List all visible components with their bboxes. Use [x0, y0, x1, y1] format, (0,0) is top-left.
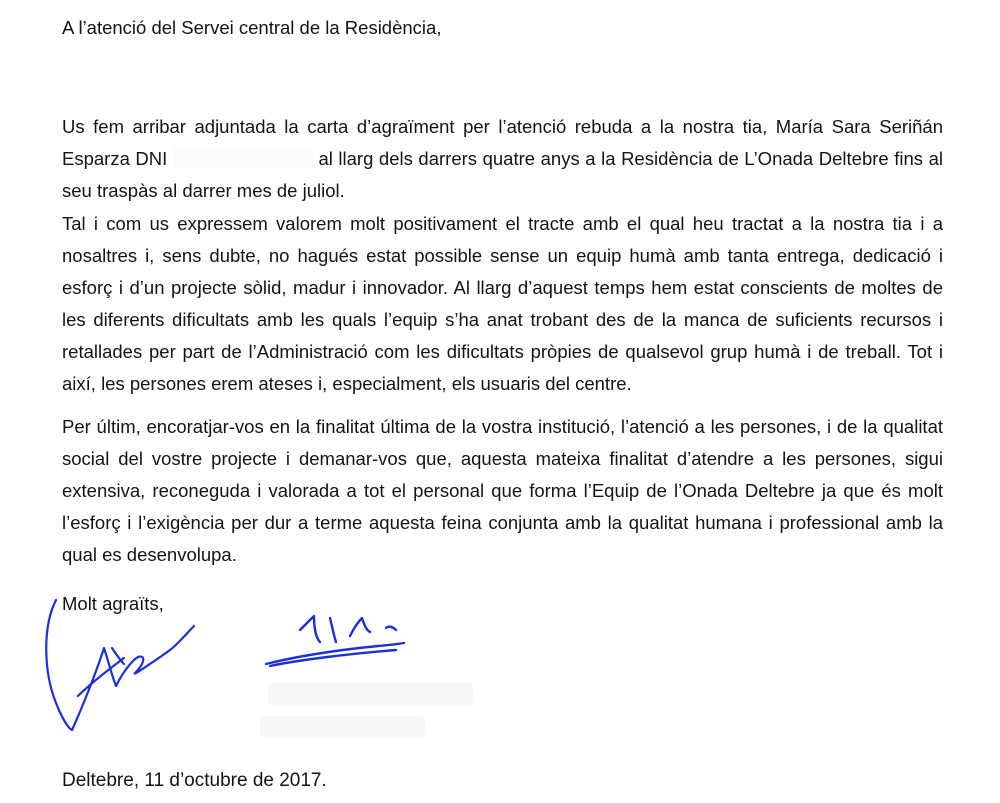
redacted-name-line-2 — [260, 716, 425, 738]
paragraph-1-text-end: al llarg dels darrers quatre anys a la Residència de L’Onada Deltebre fins al seu traspàs al darrer mes de juliol. — [62, 148, 944, 201]
redacted-name-line-1 — [268, 682, 473, 706]
signature-1 — [38, 588, 208, 738]
signature-2 — [258, 606, 418, 676]
salutation: A l’atenció del Servei central de la Residència, — [62, 17, 442, 38]
paragraph-3: Per últim, encoratjar-vos en la finalitat última de la vostra institució, l’atenció a les persones, i de la qualitat social del vostre projecte i demanar-vos que, aquesta mateixa finalitat d’atendre a les persones, sigui extensiva, reconeguda i valorada a tot el personal que forma l’Equip de l’Onada Deltebre ja que és molt l’esforç i l’exigència per dur a terme aquesta feina conjunta amb la qualitat humana i professional amb la qual es desenvolupa. — [62, 416, 943, 565]
paragraph-2: Tal i com us expressem valorem molt positivament el tracte amb el qual heu tractat a la nostra tia i a nosaltres i, sens dubte, no hagués estat possible sense un equip humà amb tanta entrega, dedicació i esforç i d’un projecte sòlid, madur i innovador. Al llarg d’aquest temps hem estat conscients de moltes de les diferents dificultats amb les quals l’equip s’ha anat trobant des de la manca de suficients recursos i retallades per part de l’Administració com les dificultats pròpies de qualsevol grup humà i de treball. Tot i així, les persones erem ateses i, especialment, els usuaris del centre. — [62, 213, 943, 394]
paragraph-1-text-start: Us fem arribar adjuntada la carta d’agraïment per l’atenció rebuda a la nostra tia, María Sara Seriñán Esparza DNI — [62, 116, 943, 169]
paragraph-1 — [62, 111, 943, 207]
redacted-dni — [173, 148, 313, 168]
place-date: Deltebre, 11 d’octubre de 2017. — [62, 770, 327, 791]
closing: Molt agraïts, — [62, 593, 164, 614]
